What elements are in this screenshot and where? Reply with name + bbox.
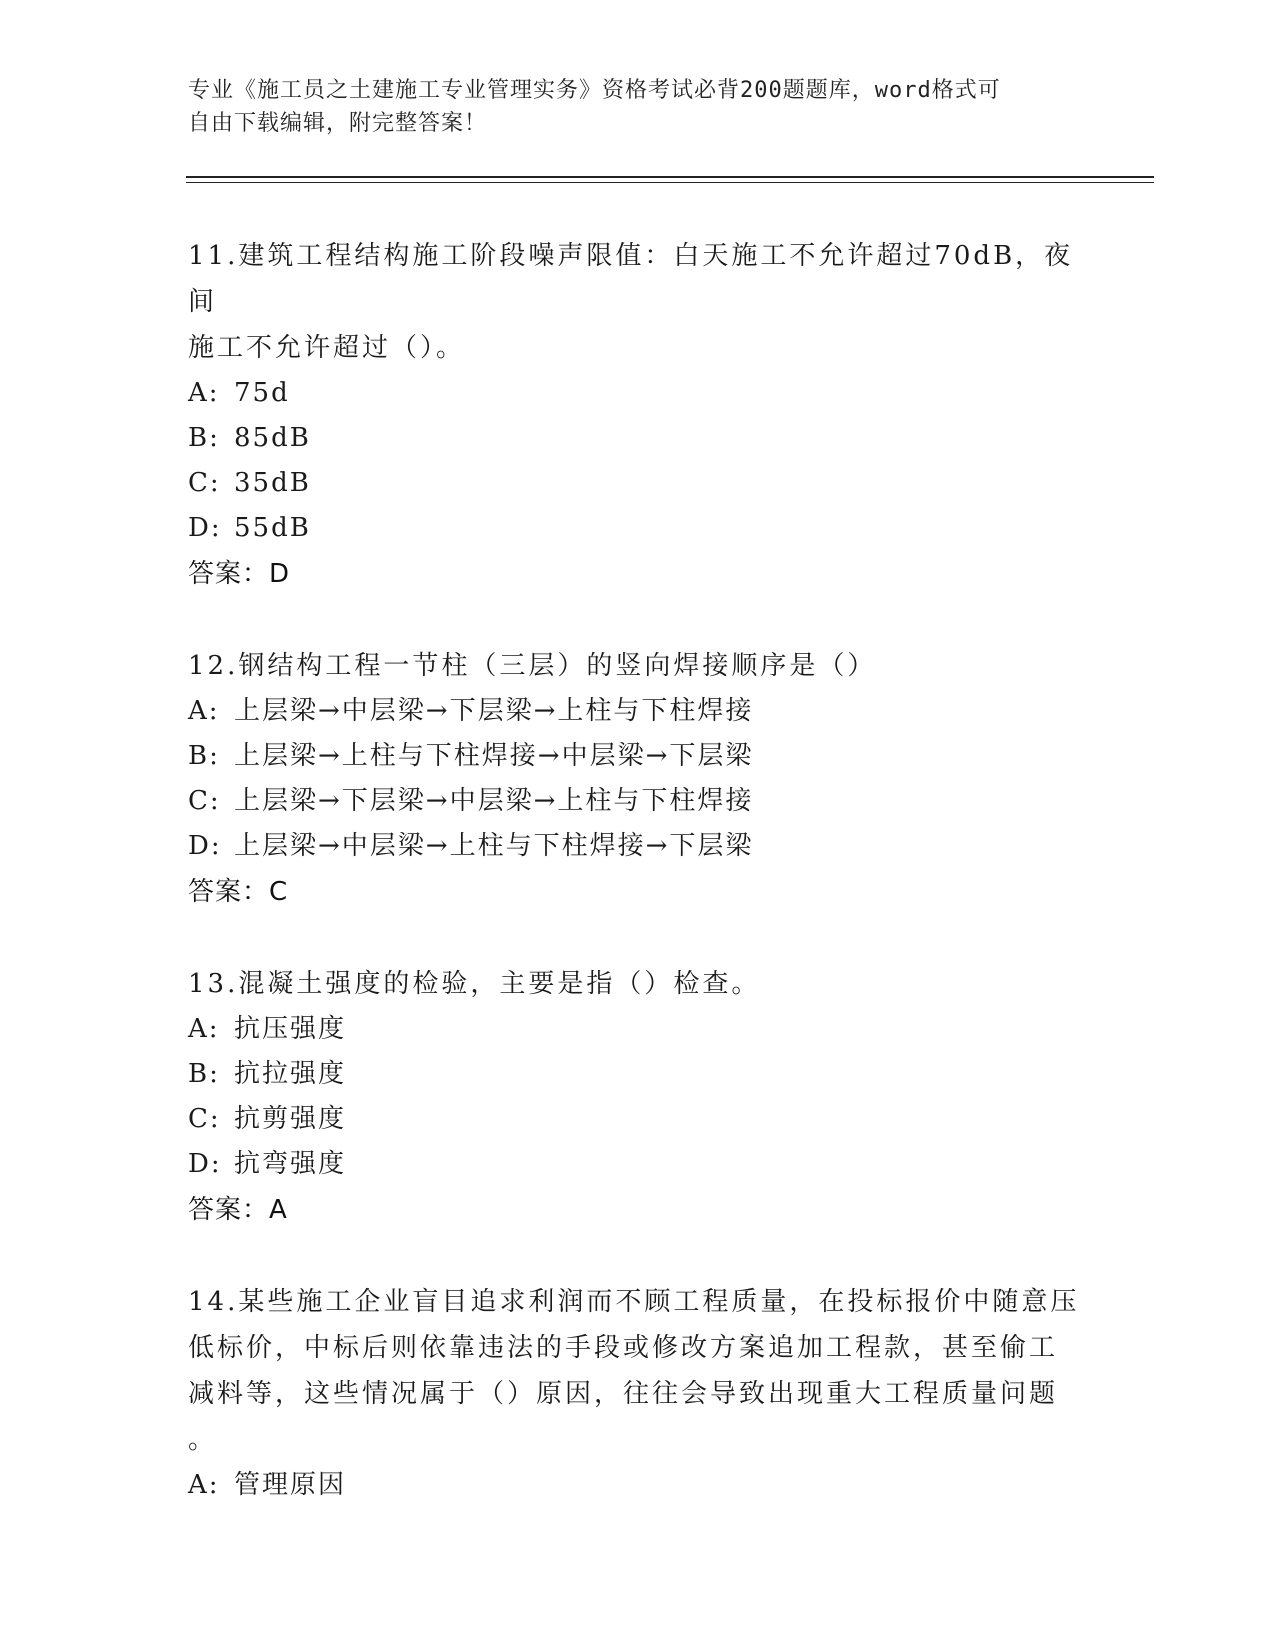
answer: 答案：C [188, 877, 289, 907]
option-a [188, 1463, 1088, 1508]
header-line-1: 专业《施工员之土建施工专业管理实务》资格考试必背200题题库，word格式可 [188, 78, 1001, 103]
option-key: C: [188, 468, 221, 498]
header-divider-thick [186, 176, 1154, 178]
option-key: D: [188, 831, 222, 861]
option-key: C: [188, 1104, 221, 1134]
option-text: 上层梁→中层梁→上柱与下柱焊接→下层梁 [234, 831, 754, 861]
question-list [188, 233, 1088, 1554]
header-divider-thin [186, 182, 1154, 183]
option-a [188, 1007, 1088, 1052]
option-text: 75d [234, 378, 290, 408]
question-12 [188, 643, 1088, 915]
answer: 答案：A [188, 1195, 288, 1225]
option-key: B: [188, 741, 220, 771]
stem-line: 11.建筑工程结构施工阶段噪声限值：白天施工不允许超过70dB，夜间 [188, 241, 1074, 317]
option-key: A: [188, 696, 220, 726]
stem-line: 13.混凝土强度的检验，主要是指（）检查。 [188, 969, 761, 999]
option-text: 抗剪强度 [234, 1104, 347, 1134]
option-text: 抗拉强度 [234, 1059, 347, 1089]
option-text: 35dB [234, 468, 311, 498]
option-text: 管理原因 [234, 1470, 347, 1500]
option-text: 上层梁→下层梁→中层梁→上柱与下柱焊接 [234, 786, 754, 816]
option-key: A: [188, 378, 220, 408]
option-b [188, 416, 1088, 461]
answer: 答案：D [188, 559, 291, 589]
document-header [188, 74, 1088, 140]
question-stem [188, 1279, 1088, 1463]
question-13 [188, 961, 1088, 1233]
option-text: 85dB [234, 423, 311, 453]
stem-line: 12.钢结构工程一节柱（三层）的竖向焊接顺序是（） [188, 651, 877, 681]
option-key: A: [188, 1470, 220, 1500]
stem-line: 施工不允许超过（）。 [188, 333, 466, 363]
option-c [188, 1097, 1088, 1142]
question-stem [188, 961, 1088, 1007]
stem-line: 减料等，这些情况属于（）原因，往往会导致出现重大工程质量问题 [188, 1379, 1059, 1409]
option-key: C: [188, 786, 221, 816]
question-stem [188, 643, 1088, 689]
option-key: B: [188, 423, 220, 453]
option-b [188, 734, 1088, 779]
option-text: 55dB [234, 513, 311, 543]
stem-line: 。 [188, 1425, 218, 1455]
option-text: 上层梁→上柱与下柱焊接→中层梁→下层梁 [234, 741, 754, 771]
option-c [188, 779, 1088, 824]
stem-line: 14.某些施工企业盲目追求利润而不顾工程质量，在投标报价中随意压 [188, 1287, 1080, 1317]
question-11 [188, 233, 1088, 597]
question-14 [188, 1279, 1088, 1508]
option-d [188, 824, 1088, 869]
option-key: A: [188, 1014, 220, 1044]
option-a [188, 371, 1088, 416]
option-key: D: [188, 513, 222, 543]
option-text: 抗压强度 [234, 1014, 347, 1044]
header-line-2: 自由下载编辑，附完整答案！ [188, 111, 488, 136]
option-c [188, 461, 1088, 506]
option-key: D: [188, 1149, 222, 1179]
option-b [188, 1052, 1088, 1097]
stem-line: 低标价，中标后则依靠违法的手段或修改方案追加工程款，甚至偷工 [188, 1333, 1059, 1363]
question-stem [188, 233, 1088, 371]
option-d [188, 506, 1088, 551]
option-a [188, 689, 1088, 734]
option-d [188, 1142, 1088, 1187]
option-key: B: [188, 1059, 220, 1089]
option-text: 上层梁→中层梁→下层梁→上柱与下柱焊接 [234, 696, 754, 726]
option-text: 抗弯强度 [234, 1149, 347, 1179]
